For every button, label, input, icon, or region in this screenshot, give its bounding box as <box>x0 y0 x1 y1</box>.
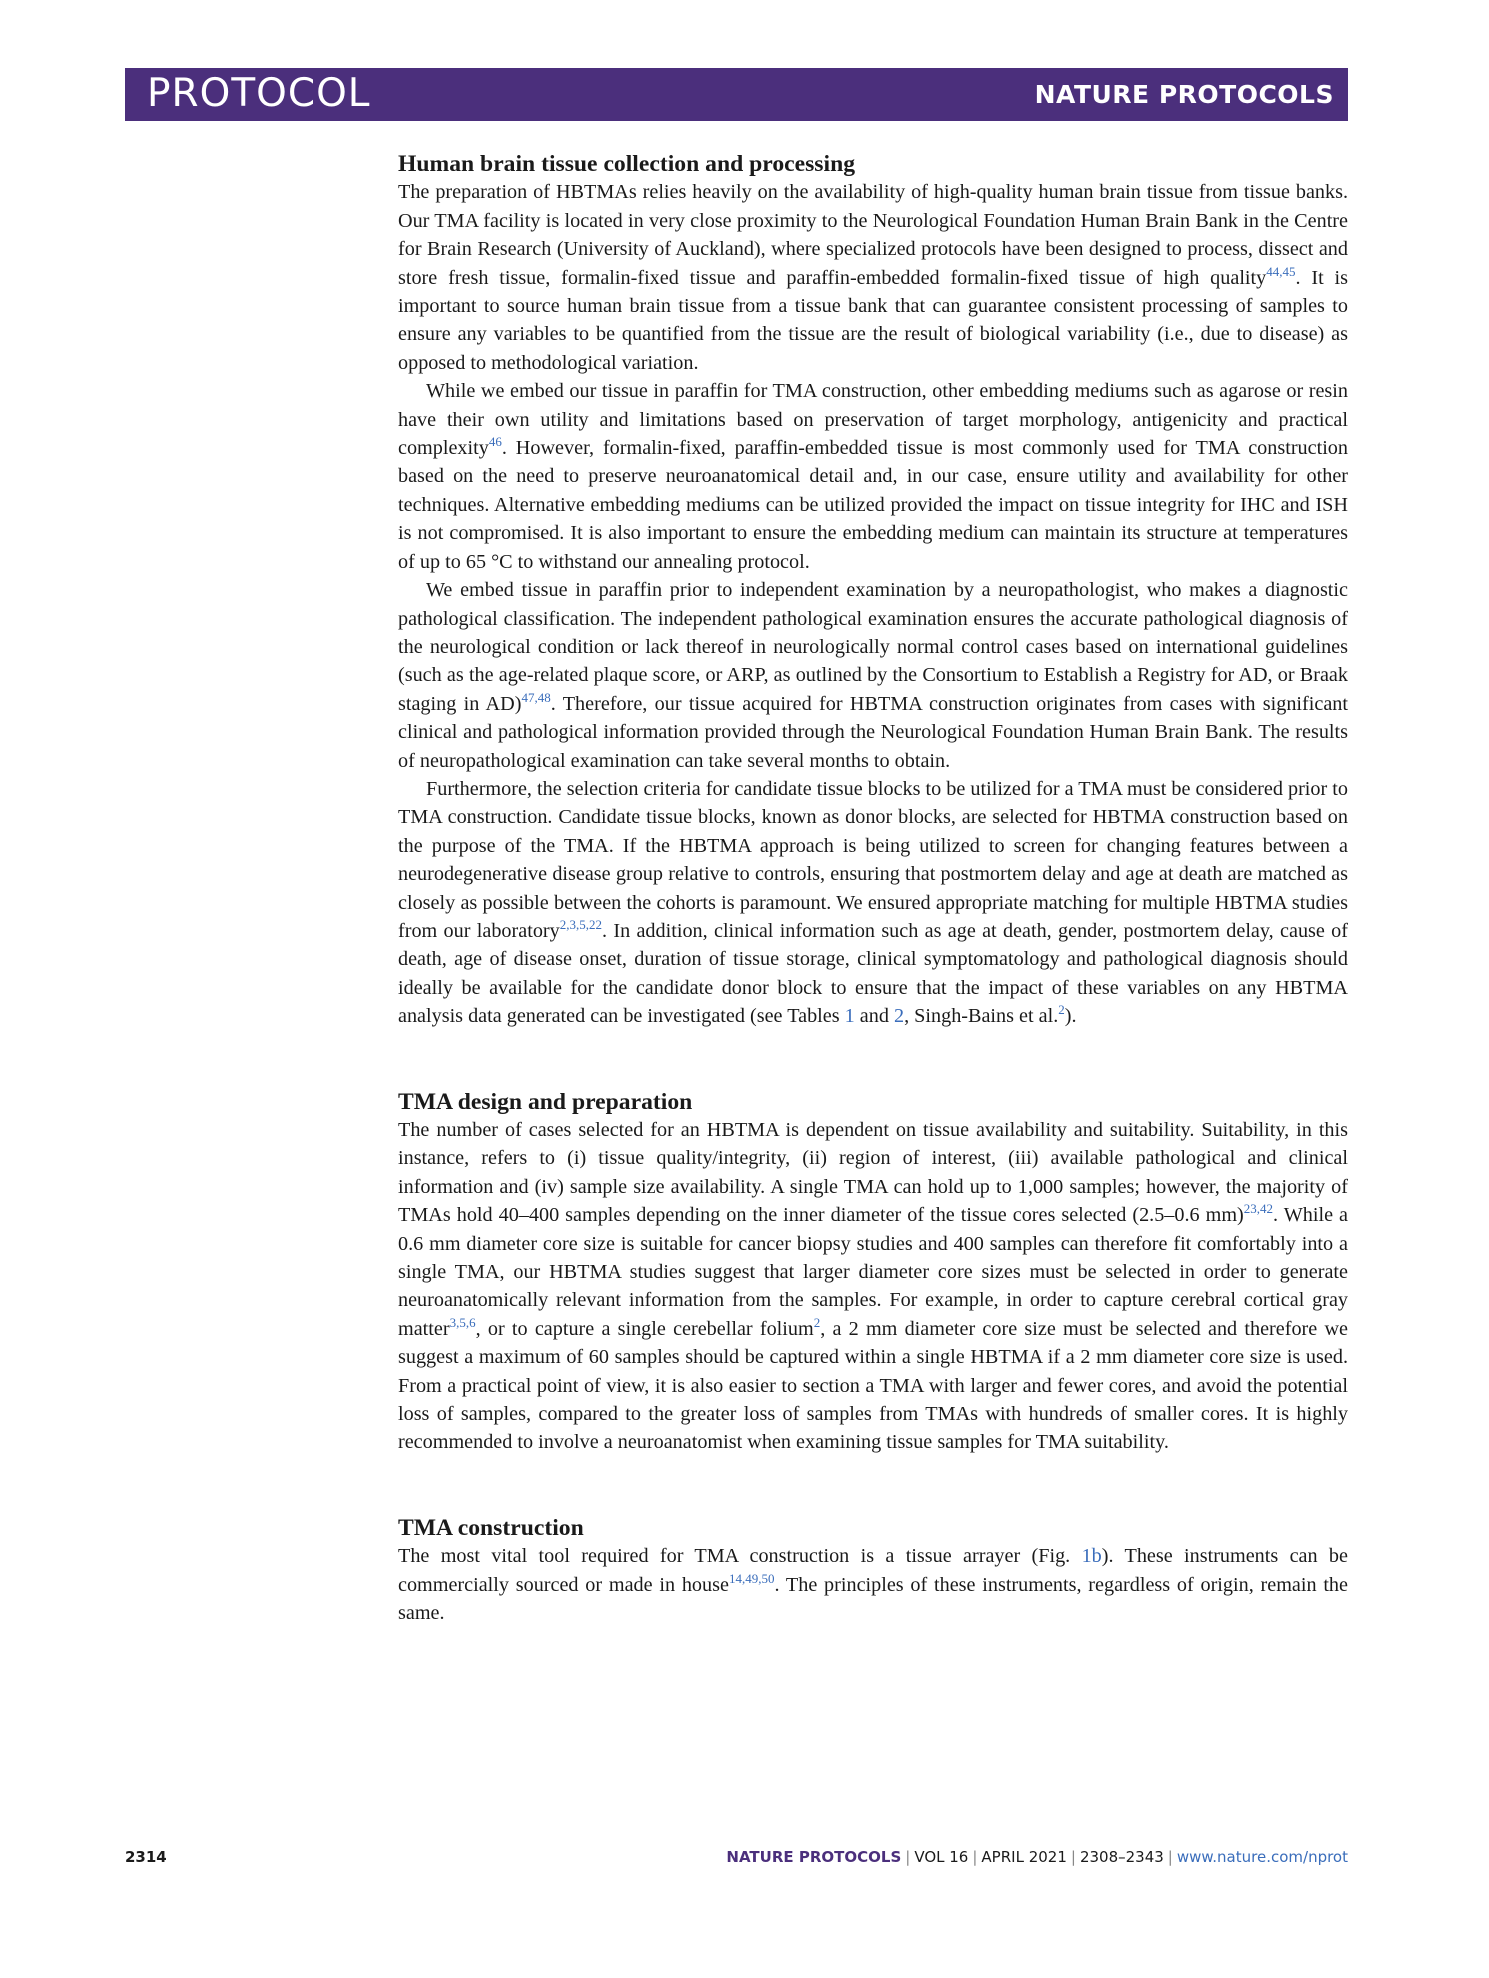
citation-link[interactable]: 46 <box>488 434 502 450</box>
text-run: . In addition, clinical information such as age at death, gender, postmortem delay, cause of death, age of disease onset, duration of tissue storage, clinical symptomatology and pathological diagnosis should ideally be available for the candidate donor block to ensure that the impact of these variables on any HBTMA analysis data generated can be investigated (see Tables <box>398 919 1348 1028</box>
text-run: The number of cases selected for an HBTMA is dependent on tissue availability and suitability. Suitability, in this instance, refers to (i) tissue quality/integrity, (ii) region of interest, (iii) available pathological and clinical information and (iv) sample size availability. A single TMA can hold up to 1,000 samples; however, the majority of TMAs hold 40–400 samples depending on the inner diameter of the tissue cores selected (2.5–0.6 mm) <box>398 1119 1348 1227</box>
journal-name-header: NATURE PROTOCOLS <box>1034 80 1334 109</box>
text-run: and <box>854 1005 894 1028</box>
cross-reference-link[interactable]: 1b <box>1081 1545 1102 1568</box>
citation-link[interactable]: 23,42 <box>1243 1201 1274 1217</box>
text-run: The most vital tool required for TMA construction is a tissue arrayer (Fig. <box>398 1545 1082 1568</box>
paragraph <box>398 775 1348 1031</box>
text-run: . While a 0.6 mm diameter core size is suitable for cancer biopsy studies and 400 samples can therefore fit comfortably into a single TMA, our HBTMA studies suggest that larger diameter core sizes must be selected in order to generate neuroanatomically relevant information from the samples. For example, in order to capture cerebral cortical gray matter <box>398 1204 1348 1340</box>
paragraph <box>398 576 1348 775</box>
text-run: ). <box>1064 1005 1077 1028</box>
text-run: . Therefore, our tissue acquired for HBTMA construction originates from cases with significant clinical and pathological information provided through the Neurological Foundation Human Brain Bank. The results of neuropathological examination can take several months to obtain. <box>398 692 1348 772</box>
citation-link[interactable]: 44,45 <box>1266 263 1296 279</box>
section-heading: TMA design and preparation <box>398 1088 693 1115</box>
footer-citation: NATURE PROTOCOLS | VOL 16 | APRIL 2021 | 2308–2343 | www.nature.com/nprot <box>726 1848 1348 1866</box>
citation-link[interactable]: 47,48 <box>521 689 551 705</box>
paragraph <box>398 1542 1348 1627</box>
text-run: Furthermore, the selection criteria for candidate tissue blocks to be utilized for a TMA must be considered prior to TMA construction. Candidate tissue blocks, known as donor blocks, are selected for HBTMA construction based on the purpose of the TMA. If the HBTMA approach is being utilized to screen for changing features between a neurodegenerative disease group relative to controls, ensuring that postmortem delay and age at death are matched as closely as possible between the cohorts is paramount. We ensured appropriate matching for multiple HBTMA studies from our laboratory <box>398 777 1348 942</box>
cross-reference-link[interactable]: 1 <box>844 1005 855 1028</box>
citation-link[interactable]: 2,3,5,22 <box>559 916 602 932</box>
paragraph <box>398 1116 1348 1457</box>
section-heading: Human brain tissue collection and processing <box>398 151 856 177</box>
text-run: We embed tissue in paraffin prior to independent examination by a neuropathologist, who makes a diagnostic pathological classification. The independent pathological examination ensures the accurate pathological diagnosis of the neurological condition or lack thereof in neurologically normal control cases based on international guidelines (such as the age-related plaque score, or ARP, as outlined by the Consortium to Establish a Registry for AD, or Braak staging in AD) <box>398 579 1348 715</box>
citation-link[interactable]: 3,5,6 <box>449 1314 476 1330</box>
text-run: . The principles of these instruments, regardless of origin, remain the same. <box>398 1573 1348 1625</box>
citation-link[interactable]: 14,49,50 <box>728 1570 775 1586</box>
text-run: , or to capture a single cerebellar folium <box>475 1317 814 1340</box>
footer-date: APRIL 2021 <box>981 1848 1067 1866</box>
footer-journal: NATURE PROTOCOLS <box>726 1848 902 1866</box>
page-number: 2314 <box>125 1848 167 1866</box>
footer-url-link[interactable]: www.nature.com/nprot <box>1176 1848 1348 1866</box>
cross-reference-link[interactable]: 2 <box>893 1005 905 1028</box>
article-body <box>398 150 1348 1628</box>
footer-volume: VOL 16 <box>914 1848 969 1866</box>
paragraph <box>398 178 1348 377</box>
text-run: The preparation of HBTMAs relies heavily on the availability of high-quality human brain tissue from tissue banks. Our TMA facility is located in very close proximity to the Neurological Foundation Human Brain Bank in the Centre for Brain Research (University of Auckland), where specialized protocols have been designed to process, dissect and store fresh tissue, formalin-fixed tissue and paraffin-embedded formalin-fixed tissue of high quality <box>398 181 1348 289</box>
text-run: , Singh-Bains et al. <box>904 1005 1059 1028</box>
citation-link[interactable]: 2 <box>1058 1002 1065 1018</box>
paragraph <box>398 377 1348 576</box>
section-heading: TMA construction <box>398 1514 584 1541</box>
citation-link[interactable]: 2 <box>813 1314 821 1330</box>
section-type-label: PROTOCOL <box>147 71 371 116</box>
text-run: ). These instruments can be commercially sourced or made in house <box>398 1545 1348 1596</box>
text-run: While we embed our tissue in paraffin for TMA construction, other embedding mediums such as agarose or resin have their own utility and limitations based on preservation of target morphology, antigenicity and practical complexity <box>398 380 1348 460</box>
text-run: , a 2 mm diameter core size must be selected and therefore we suggest a maximum of 60 samples should be captured within a single HBTMA if a 2 mm diameter core size is used. From a practical point of view, it is also easier to section a TMA with larger and fewer cores, and avoid the potential loss of samples, compared to the greater loss of samples from TMAs with hundreds of smaller cores. It is highly recommended to involve a neuroanatomist when examining tissue samples for TMA suitability. <box>398 1317 1348 1454</box>
footer-pages: 2308–2343 <box>1079 1848 1164 1866</box>
text-run: . However, formalin-fixed, paraffin-embedded tissue is most commonly used for TMA construction based on the need to preserve neuroanatomical detail and, in our case, ensure utility and availability for other techniques. Alternative embedding mediums can be utilized provided the impact on tissue integrity for IHC and ISH is not compromised. It is also important to ensure the embedding medium can maintain its structure at temperatures of up to 65 °C to withstand our annealing protocol. <box>398 437 1348 573</box>
header-bar <box>125 68 1348 121</box>
text-run: . It is important to source human brain tissue from a tissue bank that can guarantee consistent processing of samples to ensure any variables to be quantified from the tissue are the result of biological variability (i.e., due to disease) as opposed to methodological variation. <box>398 266 1348 374</box>
